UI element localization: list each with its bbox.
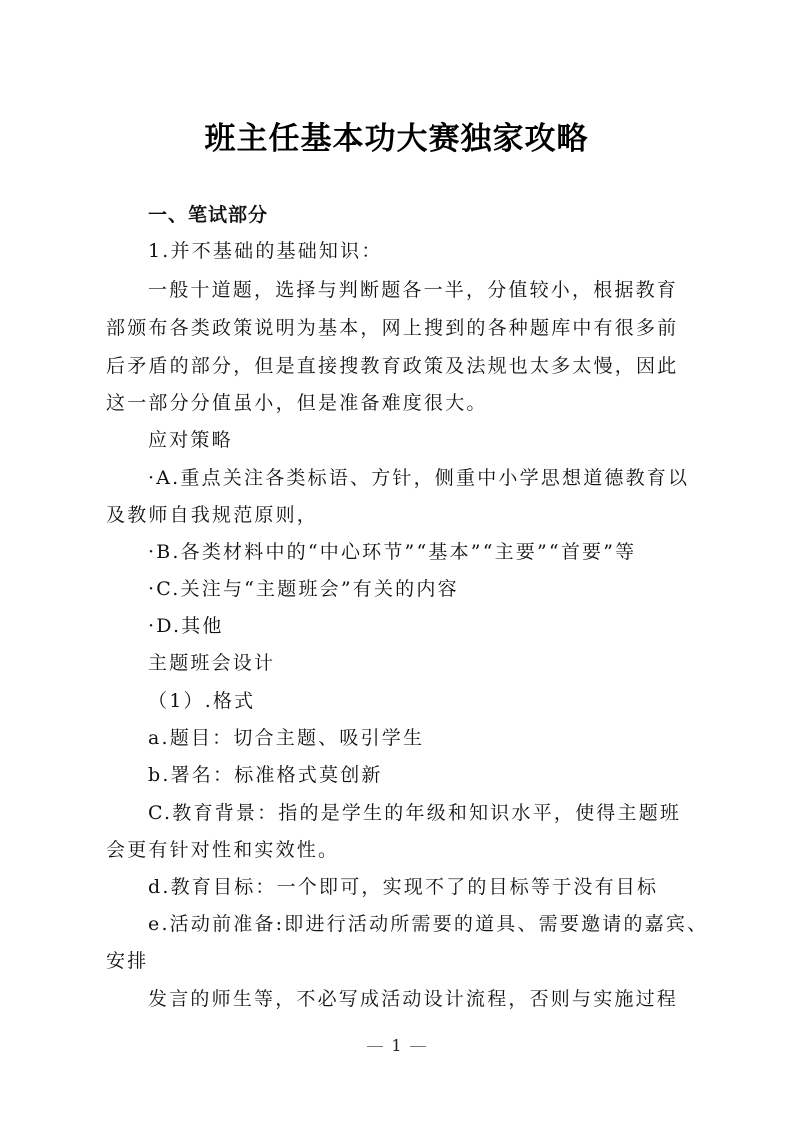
paragraph-line: 安排 bbox=[106, 950, 149, 972]
paragraph-line: ·D.其他 bbox=[148, 615, 224, 637]
document-title: 班主任基本功大赛独家攻略 bbox=[204, 121, 589, 157]
paragraph-line: 一般十道题，选择与判断题各一半，分值较小，根据教育 bbox=[148, 279, 679, 301]
paragraph-line: 后矛盾的部分，但是直接搜教育政策及法规也太多太慢，因此 bbox=[106, 355, 679, 377]
paragraph-line: 1.并不基础的基础知识： bbox=[148, 240, 383, 262]
paragraph-line: 这一部分分值虽小，但是准备难度很大。 bbox=[106, 392, 488, 414]
paragraph-line: （1）.格式 bbox=[148, 690, 256, 712]
paragraph-line: 会更有针对性和实效性。 bbox=[106, 839, 340, 861]
paragraph-line: 发言的师生等，不必写成活动设计流程，否则与实施过程 bbox=[148, 988, 679, 1010]
page-number: 1 bbox=[391, 1036, 402, 1055]
page-footer bbox=[0, 1036, 793, 1055]
paragraph-line: a.题目：切合主题、吸引学生 bbox=[148, 727, 425, 749]
paragraph-line: b.署名：标准格式莫创新 bbox=[148, 764, 383, 786]
section-heading: 一、笔试部分 bbox=[148, 204, 269, 226]
paragraph-line: 应对策略 bbox=[148, 429, 233, 451]
footer-dash-left bbox=[367, 1046, 383, 1047]
paragraph-line: 及教师自我规范原则， bbox=[106, 504, 319, 526]
paragraph-line: C.教育背景：指的是学生的年级和知识水平，使得主题班 bbox=[148, 802, 682, 824]
paragraph-line: ·A.重点关注各类标语、方针，侧重中小学思想道德教育以 bbox=[148, 467, 690, 489]
paragraph-line: 主题班会设计 bbox=[148, 652, 276, 674]
paragraph-line: e.活动前准备:即进行活动所需要的道具、需要邀请的嘉宾、 bbox=[148, 913, 709, 935]
paragraph-line: d.教育目标：一个即可，实现不了的目标等于没有目标 bbox=[148, 876, 659, 898]
paragraph-line: ·C.关注与“主题班会”有关的内容 bbox=[148, 578, 459, 600]
footer-dash-right bbox=[410, 1046, 426, 1047]
paragraph-line: 部颁布各类政策说明为基本，网上搜到的各种题库中有很多前 bbox=[106, 317, 679, 339]
paragraph-line: ·B.各类材料中的“中心环节”“基本”“主要”“首要”等 bbox=[148, 541, 637, 563]
